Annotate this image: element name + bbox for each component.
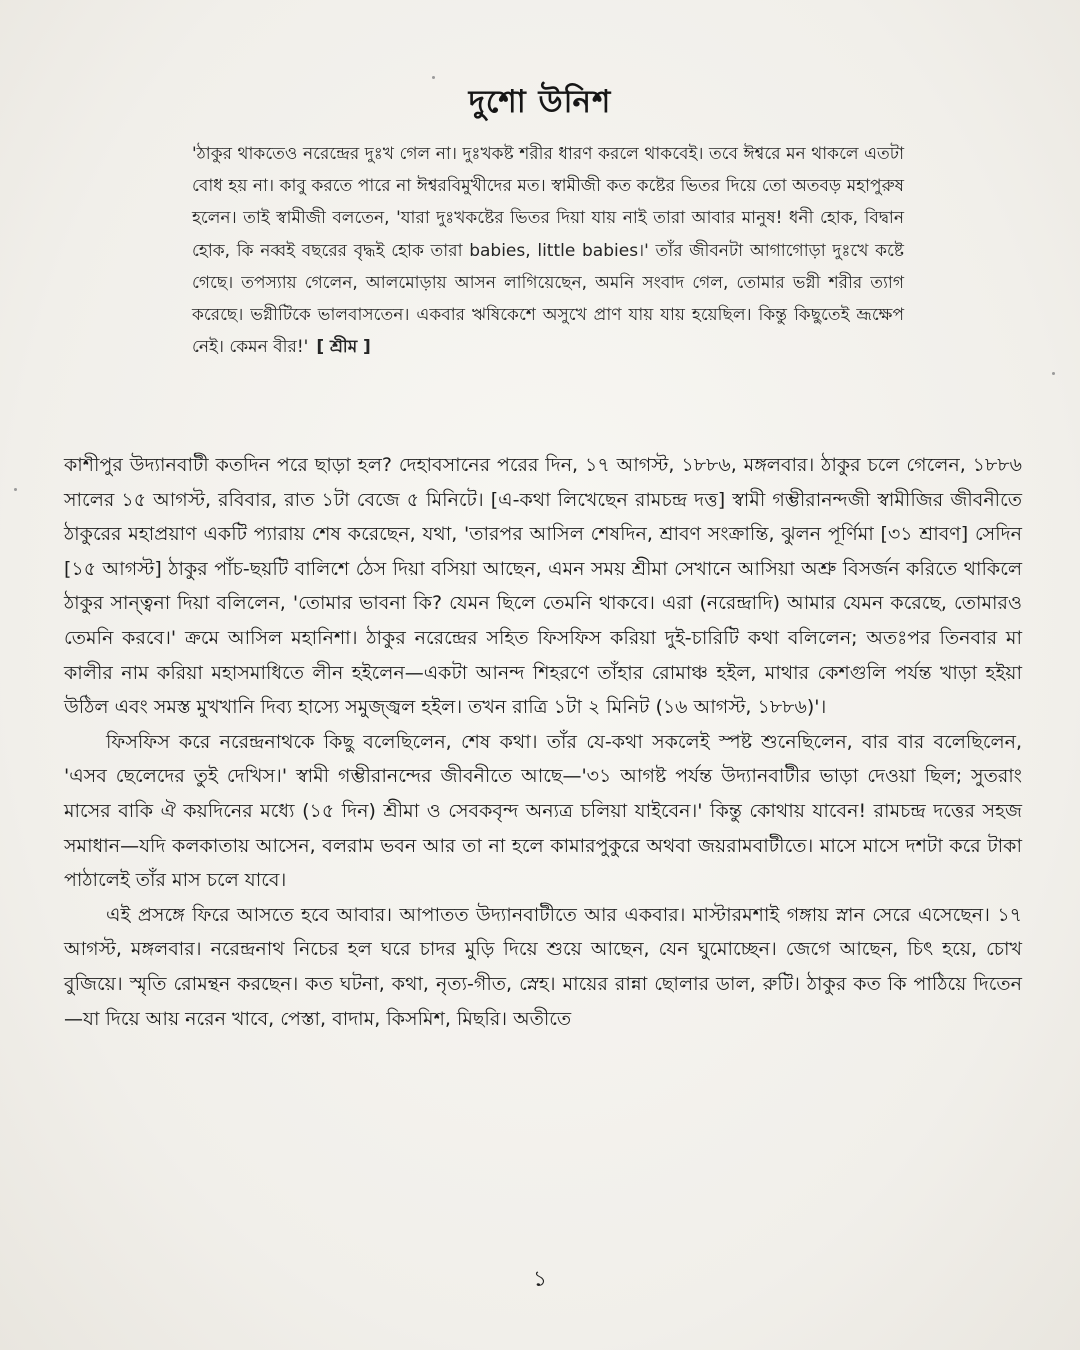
paragraph: কাশীপুর উদ্যানবাটী কতদিন পরে ছাড়া হল? দেহাবসানের পরের দিন, ১৭ আগস্ট, ১৮৮৬, মঙ্গলবার। ঠাকুর চলে গেলেন, ১৮৮৬ সালের ১৫ আগস্ট, রবিবার, রাত ১টা বেজে ৫ মিনিটে। [এ-কথা লিখেছেন রামচন্দ্র দত্ত] স্বামী গম্ভীরানন্দজী স্বামীজির জীবনীতে ঠাকুরের মহাপ্রয়াণ একটি প্যারায় শেষ করেছেন, যথা, 'তারপর আসিল শেষদিন, শ্রাবণ সংক্রান্তি, ঝুলন পূর্ণিমা [৩১ শ্রাবণ] সেদিন [১৫ আগস্ট] ঠাকুর পাঁচ-ছয়টি বালিশে ঠেস দিয়া বসিয়া আছেন, এমন সময় শ্রীমা সেখানে আসিয়া অশ্রু বিসর্জন করিতে থাকিলে ঠাকুর সান্ত্বনা দিয়া বলিলেন, 'তোমার ভাবনা কি? যেমন ছিলে তেমনি থাকবে। এরা (নরেন্দ্রাদি) আমার যেমন করেছে, তোমারও তেমনি করবে।' ক্রমে আসিল মহানিশা। ঠাকুর নরেন্দ্রের সহিত ফিসফিস করিয়া দুই-চারিটি কথা বলিলেন; অতঃপর তিনবার মা কালীর নাম করিয়া মহাসমাধিতে লীন হইলেন—একটা আনন্দ শিহরণে তাঁহার রোমাঞ্চ হইল, মাথার কেশগুলি পর্যন্ত খাড়া হইয়া উঠিল এবং সমস্ত মুখখানি দিব্য হাস্যে সমুজ্জ্বল হইল। তখন রাত্রি ১টা ২ মিনিট (১৬ আগস্ট, ১৮৮৬)'।	[64, 454, 1022, 719]
quote-attribution: [ শ্রীম ]	[316, 337, 371, 358]
quote-block	[192, 138, 904, 363]
chapter-title: দুশো উনিশ	[468, 84, 612, 120]
quote-text: 'ঠাকুর থাকতেও নরেন্দ্রের দুঃখ গেল না। দুঃখকষ্ট শরীর ধারণ করলে থাকবেই। তবে ঈশ্বরে মন থাকলে এতটা বোধ হয় না। কাবু করতে পারে না ঈশ্বরবিমুখীদের মত। স্বামীজী কত কষ্টের ভিতর দিয়ে তো অতবড় মহাপুরুষ হলেন। তাই স্বামীজী বলতেন, 'যারা দুঃখকষ্টের ভিতর দিয়া যায় নাই তারা আবার মানুষ! ধনী হোক, বিদ্বান হোক, কি নব্বই বছরের বৃদ্ধই হোক তারা babies, little babies।' তাঁর জীবনটা আগাগোড়া দুঃখে কষ্টে গেছে। তপস্যায় গেলেন, আলমোড়ায় আসন লাগিয়েছেন, অমনি সংবাদ গেল, তোমার ভগ্নী শরীর ত্যাগ করেছে। ভগ্নীটিকে ভালবাসতেন। একবার ঋষিকেশে অসুখে প্রাণ যায় যায় হয়েছিল। কিন্তু কিছুতেই ভ্রূক্ষেপ নেই। কেমন বীর!'	[192, 144, 904, 358]
body-text	[64, 448, 1022, 1036]
paragraph: ফিসফিস করে নরেন্দ্রনাথকে কিছু বলেছিলেন, শেষ কথা। তাঁর যে-কথা সকলেই স্পষ্ট শুনেছিলেন, বার বার বলেছিলেন, 'এসব ছেলেদের তুই দেখিস।' স্বামী গম্ভীরানন্দের জীবনীতে আছে—'৩১ আগষ্ট পর্যন্ত উদ্যানবাটীর ভাড়া দেওয়া ছিল; সুতরাং মাসের বাকি ঐ কয়দিনের মধ্যে (১৫ দিন) শ্রীমা ও সেবকবৃন্দ অন্যত্র চলিয়া যাইবেন।' কিন্তু কোথায় যাবেন! রামচন্দ্র দত্তের সহজ সমাধান—যদি কলকাতায় আসেন, বলরাম ভবন আর তা না হলে কামারপুকুরে অথবা জয়রামবাটীতে। মাসে মাসে দশটা করে টাকা পাঠালেই তাঁর মাস চলে যাবে।	[64, 730, 1022, 892]
paper-speck	[14, 488, 17, 491]
page-number: ১	[532, 1267, 548, 1292]
paragraph: এই প্রসঙ্গে ফিরে আসতে হবে আবার। আপাতত উদ্যানবাটীতে আর একবার। মাস্টারমশাই গঙ্গায় স্নান সেরে এসেছেন। ১৭ আগস্ট, মঙ্গলবার। নরেন্দ্রনাথ নিচের হল ঘরে চাদর মুড়ি দিয়ে শুয়ে আছেন, যেন ঘুমোচ্ছেন। জেগে আছেন, চিৎ হয়ে, চোখ বুজিয়ে। স্মৃতি রোমন্থন করছেন। কত ঘটনা, কথা, নৃত্য-গীত, স্নেহ। মায়ের রান্না ছোলার ডাল, রুটি। ঠাকুর কত কি পাঠিয়ে দিতেন—যা দিয়ে আয় নরেন খাবে, পেস্তা, বাদাম, কিসমিশ, মিছরি। অতীতে	[64, 903, 1022, 1030]
paper-speck	[1052, 372, 1055, 375]
